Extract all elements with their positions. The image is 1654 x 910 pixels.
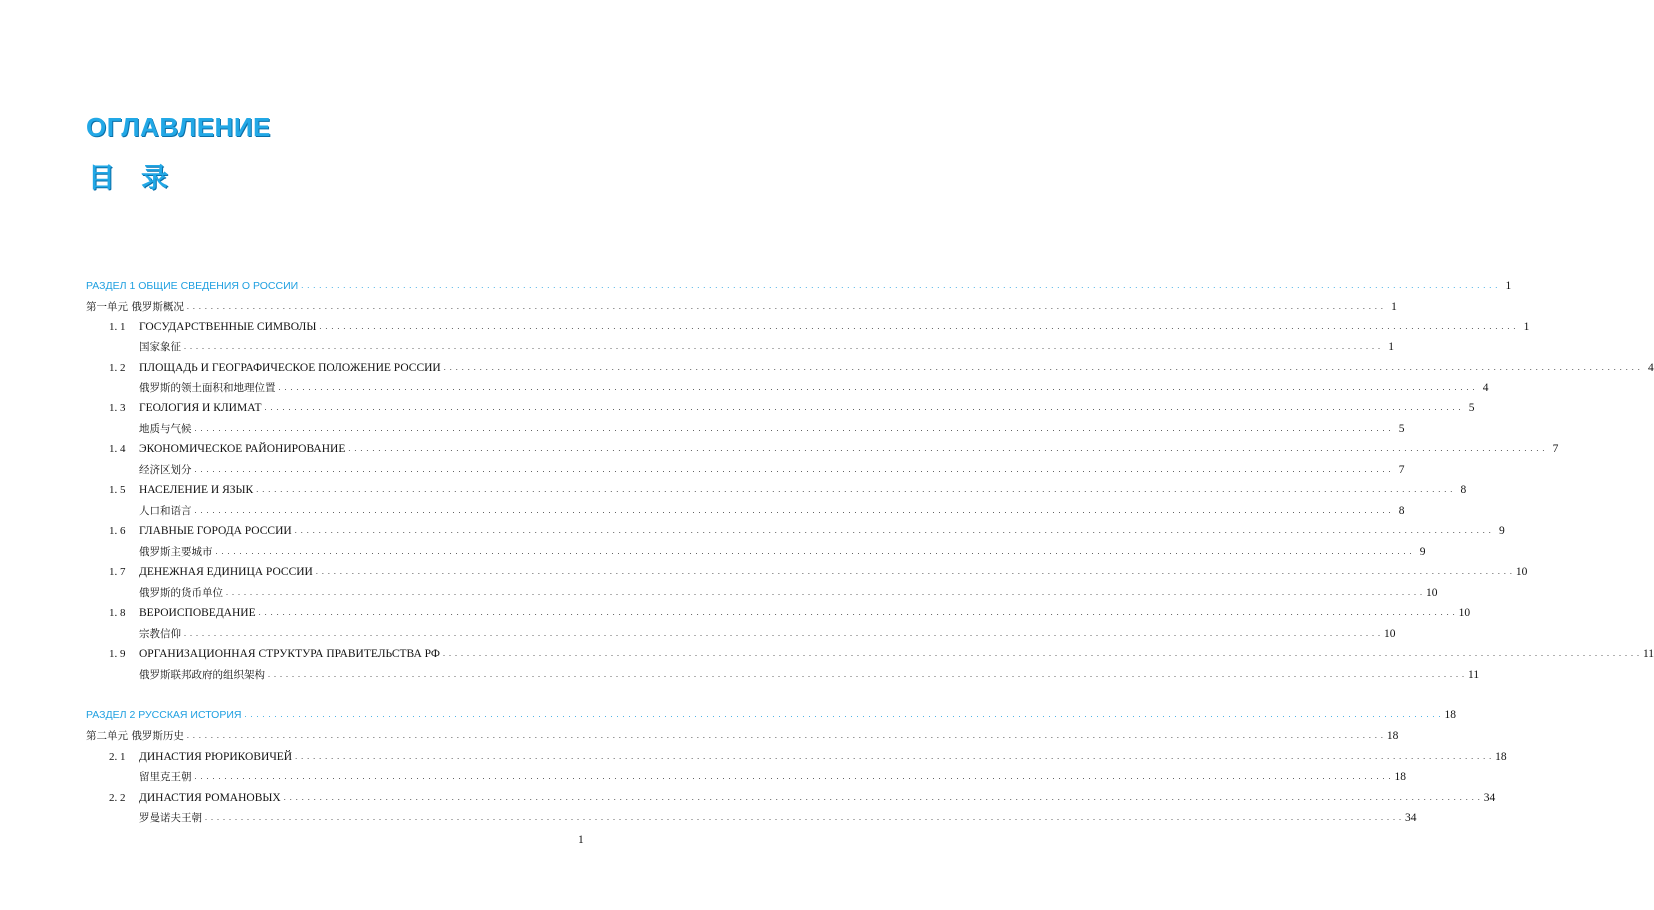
toc-entry-label: 宗教信仰 — [139, 628, 181, 640]
toc-leader-dots: . . . . . . . . . . . . . . . . . . . . . . . . . . . . . . . . . . . . . . . . . . . . . . . . . . . . . . . . . . . . . . . . . . . . . . . . . . . . . . . . . . . . . . . . . . . . . . . . . . . . . . . . . . . . . . . . . . . . . . . . . . . . . . . . . . . . . . . . . . . . . . . . . . . . . . . . . . . . . . . . . . . . . . . . . . . . . . . . . . . . . . . . . . . . . . . . . . . . . . . . — [194, 506, 1392, 515]
toc-entry-label: 俄罗斯主要城市 — [139, 546, 213, 558]
toc-leader-dots: . . . . . . . . . . . . . . . . . . . . . . . . . . . . . . . . . . . . . . . . . . . . . . . . . . . . . . . . . . . . . . . . . . . . . . . . . . . . . . . . . . . . . . . . . . . . . . . . . . . . . . . . . . . . . . . . . . . . . . . . . . . . . . . . . . . . . . . . . . . . . . . . . . . . . . . . . . . . . . . . . . . . . . . . . . . . . . . . . . . . . . . . . . . . . . . . . . . . . . . . — [194, 465, 1392, 474]
toc-entry-sub[interactable] — [109, 358, 1654, 378]
toc-leader-dots: . . . . . . . . . . . . . . . . . . . . . . . . . . . . . . . . . . . . . . . . . . . . . . . . . . . . . . . . . . . . . . . . . . . . . . . . . . . . . . . . . . . . . . . . . . . . . . . . . . . . . . . . . . . . . . . . . . . . . . . . . . . . . . . . . . . . . . . . . . . . . . . . . . . . . . . . . . . . . . . . . . . . . . . . . . . . . . . . . . . . . . . . . . . . . . . . . . . . . . . . — [301, 281, 1499, 290]
toc-entry-zh[interactable] — [139, 501, 1405, 521]
toc-entry-label: ДИНАСТИЯ РОМАНОВЫХ — [139, 792, 281, 804]
toc-entry-zh[interactable] — [139, 665, 1480, 685]
toc-entry-label: 俄罗斯的领土面积和地理位置 — [139, 382, 276, 394]
toc-leader-dots: . . . . . . . . . . . . . . . . . . . . . . . . . . . . . . . . . . . . . . . . . . . . . . . . . . . . . . . . . . . . . . . . . . . . . . . . . . . . . . . . . . . . . . . . . . . . . . . . . . . . . . . . . . . . . . . . . . . . . . . . . . . . . . . . . . . . . . . . . . . . . . . . . . . . . . . . . . . . . . . . . . . . . . . . . . . . . . . . . . . . . . . . . . . . . . . . . . . . . . . . — [348, 444, 1546, 453]
toc-leader-dots: . . . . . . . . . . . . . . . . . . . . . . . . . . . . . . . . . . . . . . . . . . . . . . . . . . . . . . . . . . . . . . . . . . . . . . . . . . . . . . . . . . . . . . . . . . . . . . . . . . . . . . . . . . . . . . . . . . . . . . . . . . . . . . . . . . . . . . . . . . . . . . . . . . . . . . . . . . . . . . . . . . . . . . . . . . . . . . . . . . . . . . . . . . . . . . . . . . . . . . . . — [295, 752, 1493, 761]
toc-entry-page: 7 — [1398, 464, 1405, 476]
toc-entry-zh[interactable] — [139, 767, 1406, 787]
page-number: 1 — [578, 834, 584, 846]
toc-entry-page: 34 — [1483, 792, 1496, 804]
toc-entry-label: 留里克王朝 — [139, 771, 192, 783]
toc-entry-label: 人口和语言 — [139, 505, 192, 517]
toc-entry-sub[interactable] — [109, 747, 1507, 767]
toc-leader-dots: . . . . . . . . . . . . . . . . . . . . . . . . . . . . . . . . . . . . . . . . . . . . . . . . . . . . . . . . . . . . . . . . . . . . . . . . . . . . . . . . . . . . . . . . . . . . . . . . . . . . . . . . . . . . . . . . . . . . . . . . . . . . . . . . . . . . . . . . . . . . . . . . . . . . . . . . . . . . . . . . . . . . . . . . . . . . . . . . . . . . . . . . . . . . . . . . . . . . . . . . — [315, 567, 1513, 576]
toc-entry-label: ПЛОЩАДЬ И ГЕОГРАФИЧЕСКОЕ ПОЛОЖЕНИЕ РОССИИ — [139, 362, 441, 374]
toc-entry-page: 1 — [1388, 341, 1394, 353]
toc-entry-zh[interactable] — [139, 337, 1394, 357]
toc-entry-page: 9 — [1419, 546, 1426, 558]
toc-entry-page: 11 — [1642, 648, 1654, 660]
toc-leader-dots: . . . . . . . . . . . . . . . . . . . . . . . . . . . . . . . . . . . . . . . . . . . . . . . . . . . . . . . . . . . . . . . . . . . . . . . . . . . . . . . . . . . . . . . . . . . . . . . . . . . . . . . . . . . . . . . . . . . . . . . . . . . . . . . . . . . . . . . . . . . . . . . . . . . . . . . . . . . . . . . . . . . . . . . . . . . . . . . . . . . . . . . . . . . . . . . . . . . . . . . . — [244, 710, 1442, 719]
toc-entry-page: 10 — [1426, 587, 1438, 599]
toc-entry-label: НАСЕЛЕНИЕ И ЯЗЫК — [139, 484, 254, 496]
toc-leader-dots: . . . . . . . . . . . . . . . . . . . . . . . . . . . . . . . . . . . . . . . . . . . . . . . . . . . . . . . . . . . . . . . . . . . . . . . . . . . . . . . . . . . . . . . . . . . . . . . . . . . . . . . . . . . . . . . . . . . . . . . . . . . . . . . . . . . . . . . . . . . . . . . . . . . . . . . . . . . . . . . . . . . . . . . . . . . . . . . . . . . . . . . . . . . . . . . . . . . . . . . . — [184, 342, 1381, 351]
toc-entry-sub[interactable] — [109, 439, 1559, 459]
toc-entry-sub[interactable] — [109, 788, 1496, 808]
toc-entry-number: 1. 2 — [109, 362, 126, 374]
toc-entry-page: 18 — [1394, 771, 1406, 783]
toc-entry-label: 第二单元 俄罗斯历史 — [86, 730, 184, 742]
toc-entry-number: 2. 2 — [109, 792, 126, 804]
toc-entry-label: ГЕОЛОГИЯ И КЛИМАТ — [139, 402, 262, 414]
toc-leader-dots: . . . . . . . . . . . . . . . . . . . . . . . . . . . . . . . . . . . . . . . . . . . . . . . . . . . . . . . . . . . . . . . . . . . . . . . . . . . . . . . . . . . . . . . . . . . . . . . . . . . . . . . . . . . . . . . . . . . . . . . . . . . . . . . . . . . . . . . . . . . . . . . . . . . . . . . . . . . . . . . . . . . . . . . . . . . . . . . . . . . . . . . . . . . . . . . . . . . . . . . . — [186, 731, 1384, 740]
toc-entry-page: 1 — [1523, 321, 1530, 333]
toc-leader-dots: . . . . . . . . . . . . . . . . . . . . . . . . . . . . . . . . . . . . . . . . . . . . . . . . . . . . . . . . . . . . . . . . . . . . . . . . . . . . . . . . . . . . . . . . . . . . . . . . . . . . . . . . . . . . . . . . . . . . . . . . . . . . . . . . . . . . . . . . . . . . . . . . . . . . . . . . . . . . . . . . . . . . . . . . . . . . . . . . . . . . . . . . . . . . . . . . . . . . . . . . — [268, 670, 1465, 679]
title-russian: ОГЛАВЛЕНИЕ — [86, 112, 271, 142]
toc-leader-dots: . . . . . . . . . . . . . . . . . . . . . . . . . . . . . . . . . . . . . . . . . . . . . . . . . . . . . . . . . . . . . . . . . . . . . . . . . . . . . . . . . . . . . . . . . . . . . . . . . . . . . . . . . . . . . . . . . . . . . . . . . . . . . . . . . . . . . . . . . . . . . . . . . . . . . . . . . . . . . . . . . . . . . . . . . . . . . . . . . . . . . . . . . . . . . . . . . . . . . . . . — [264, 403, 1462, 412]
toc-entry-number: 1. 9 — [109, 648, 126, 660]
toc-entry-sub[interactable] — [109, 398, 1475, 418]
toc-entry-page: 11 — [1468, 669, 1480, 681]
toc-entry-sub[interactable] — [109, 521, 1505, 541]
toc-leader-dots: . . . . . . . . . . . . . . . . . . . . . . . . . . . . . . . . . . . . . . . . . . . . . . . . . . . . . . . . . . . . . . . . . . . . . . . . . . . . . . . . . . . . . . . . . . . . . . . . . . . . . . . . . . . . . . . . . . . . . . . . . . . . . . . . . . . . . . . . . . . . . . . . . . . . . . . . . . . . . . . . . . . . . . . . . . . . . . . . . . . . . . . . . . . . . . . . . . . . . . . . — [205, 813, 1402, 822]
toc-entry-page: 4 — [1647, 362, 1654, 374]
toc-leader-dots: . . . . . . . . . . . . . . . . . . . . . . . . . . . . . . . . . . . . . . . . . . . . . . . . . . . . . . . . . . . . . . . . . . . . . . . . . . . . . . . . . . . . . . . . . . . . . . . . . . . . . . . . . . . . . . . . . . . . . . . . . . . . . . . . . . . . . . . . . . . . . . . . . . . . . . . . . . . . . . . . . . . . . . . . . . . . . . . . . . . . . . . . . . . . . . . . . . . . . . . . — [294, 526, 1492, 535]
title-chinese: 目录 — [88, 163, 194, 194]
toc-entry-number: 1. 8 — [109, 607, 126, 619]
toc-entry-label: 地质与气候 — [139, 423, 192, 435]
toc-entry-page: 8 — [1460, 484, 1467, 496]
toc-entry-page: 7 — [1552, 443, 1559, 455]
toc-leader-dots: . . . . . . . . . . . . . . . . . . . . . . . . . . . . . . . . . . . . . . . . . . . . . . . . . . . . . . . . . . . . . . . . . . . . . . . . . . . . . . . . . . . . . . . . . . . . . . . . . . . . . . . . . . . . . . . . . . . . . . . . . . . . . . . . . . . . . . . . . . . . . . . . . . . . . . . . . . . . . . . . . . . . . . . . . . . . . . . . . . . . . . . . . . . . . . . . . . . . . . . . — [194, 424, 1392, 433]
toc-entry-sub[interactable] — [109, 603, 1471, 623]
toc-entry-page: 8 — [1398, 505, 1405, 517]
toc-leader-dots: . . . . . . . . . . . . . . . . . . . . . . . . . . . . . . . . . . . . . . . . . . . . . . . . . . . . . . . . . . . . . . . . . . . . . . . . . . . . . . . . . . . . . . . . . . . . . . . . . . . . . . . . . . . . . . . . . . . . . . . . . . . . . . . . . . . . . . . . . . . . . . . . . . . . . . . . . . . . . . . . . . . . . . . . . . . . . . . . . . . . . . . . . . . . . . . . . . . . . . . . — [278, 383, 1476, 392]
toc-entry-page: 10 — [1384, 628, 1396, 640]
toc-entry-page: 34 — [1405, 812, 1417, 824]
toc-entry-sub[interactable] — [109, 562, 1528, 582]
toc-entry-page: 4 — [1482, 382, 1489, 394]
toc-entry-number: 2. 1 — [109, 751, 126, 763]
toc-entry-label: ДИНАСТИЯ РЮРИКОВИЧЕЙ — [139, 751, 293, 763]
toc-entry-label: РАЗДЕЛ 2 РУССКАЯ ИСТОРИЯ — [86, 709, 242, 721]
toc-leader-dots: . . . . . . . . . . . . . . . . . . . . . . . . . . . . . . . . . . . . . . . . . . . . . . . . . . . . . . . . . . . . . . . . . . . . . . . . . . . . . . . . . . . . . . . . . . . . . . . . . . . . . . . . . . . . . . . . . . . . . . . . . . . . . . . . . . . . . . . . . . . . . . . . . . . . . . . . . . . . . . . . . . . . . . . . . . . . . . . . . . . . . . . . . . . . . . . . . . . . . . . . — [186, 302, 1384, 311]
toc-entry-page: 5 — [1398, 423, 1405, 435]
toc-entry-page: 10 — [1515, 566, 1528, 578]
toc-entry-sub[interactable] — [109, 317, 1530, 337]
toc-entry-page: 18 — [1444, 709, 1456, 721]
toc-entry-unit[interactable] — [86, 726, 1399, 746]
toc-entry-page: 10 — [1458, 607, 1471, 619]
toc-leader-dots: . . . . . . . . . . . . . . . . . . . . . . . . . . . . . . . . . . . . . . . . . . . . . . . . . . . . . . . . . . . . . . . . . . . . . . . . . . . . . . . . . . . . . . . . . . . . . . . . . . . . . . . . . . . . . . . . . . . . . . . . . . . . . . . . . . . . . . . . . . . . . . . . . . . . . . . . . . . . . . . . . . . . . . . . . . . . . . . . . . . . . . . . . . . . . . . . . . . . . . . . — [256, 485, 1454, 494]
toc-entry-label: ЭКОНОМИЧЕСКОЕ РАЙОНИРОВАНИЕ — [139, 443, 346, 455]
toc-entry-label: 俄罗斯的货币单位 — [139, 587, 223, 599]
toc-entry-label: РАЗДЕЛ 1 ОБЩИЕ СВЕДЕНИЯ О РОССИИ — [86, 280, 299, 292]
toc-entry-label: 经济区划分 — [139, 464, 192, 476]
toc-entry-sub[interactable] — [109, 480, 1467, 500]
toc-entry-unit[interactable] — [86, 297, 1397, 317]
toc-entry-sub[interactable] — [109, 644, 1654, 664]
toc-leader-dots: . . . . . . . . . . . . . . . . . . . . . . . . . . . . . . . . . . . . . . . . . . . . . . . . . . . . . . . . . . . . . . . . . . . . . . . . . . . . . . . . . . . . . . . . . . . . . . . . . . . . . . . . . . . . . . . . . . . . . . . . . . . . . . . . . . . . . . . . . . . . . . . . . . . . . . . . . . . . . . . . . . . . . . . . . . . . . . . . . . . . . . . . . . . . . . . . . . . . . . . . — [443, 363, 1641, 372]
toc-entry-page: 18 — [1386, 730, 1399, 742]
toc-entry-zh[interactable] — [139, 542, 1426, 562]
toc-entry-label: 第一单元 俄罗斯概况 — [86, 301, 184, 313]
toc-entry-number: 1. 1 — [109, 321, 126, 333]
toc-entry-label: ОРГАНИЗАЦИОННАЯ СТРУКТУРА ПРАВИТЕЛЬСТВА РФ — [139, 648, 440, 660]
toc-entry-number: 1. 5 — [109, 484, 126, 496]
toc-leader-dots: . . . . . . . . . . . . . . . . . . . . . . . . . . . . . . . . . . . . . . . . . . . . . . . . . . . . . . . . . . . . . . . . . . . . . . . . . . . . . . . . . . . . . . . . . . . . . . . . . . . . . . . . . . . . . . . . . . . . . . . . . . . . . . . . . . . . . . . . . . . . . . . . . . . . . . . . . . . . . . . . . . . . . . . . . . . . . . . . . . . . . . . . . . . . . . . . . . . . . . . . — [258, 608, 1456, 617]
toc-leader-dots: . . . . . . . . . . . . . . . . . . . . . . . . . . . . . . . . . . . . . . . . . . . . . . . . . . . . . . . . . . . . . . . . . . . . . . . . . . . . . . . . . . . . . . . . . . . . . . . . . . . . . . . . . . . . . . . . . . . . . . . . . . . . . . . . . . . . . . . . . . . . . . . . . . . . . . . . . . . . . . . . . . . . . . . . . . . . . . . . . . . . . . . . . . . . . . . . . . . . . . . . — [184, 629, 1381, 638]
toc-leader-dots: . . . . . . . . . . . . . . . . . . . . . . . . . . . . . . . . . . . . . . . . . . . . . . . . . . . . . . . . . . . . . . . . . . . . . . . . . . . . . . . . . . . . . . . . . . . . . . . . . . . . . . . . . . . . . . . . . . . . . . . . . . . . . . . . . . . . . . . . . . . . . . . . . . . . . . . . . . . . . . . . . . . . . . . . . . . . . . . . . . . . . . . . . . . . . . . . . . . . . . . . — [194, 772, 1392, 781]
toc-entry-zh[interactable] — [139, 419, 1405, 439]
toc-entry-page: 1 — [1505, 280, 1512, 292]
toc-entry-page: 5 — [1468, 402, 1475, 414]
toc-entry-label: ДЕНЕЖНАЯ ЕДИНИЦА РОССИИ — [139, 566, 313, 578]
toc-leader-dots: . . . . . . . . . . . . . . . . . . . . . . . . . . . . . . . . . . . . . . . . . . . . . . . . . . . . . . . . . . . . . . . . . . . . . . . . . . . . . . . . . . . . . . . . . . . . . . . . . . . . . . . . . . . . . . . . . . . . . . . . . . . . . . . . . . . . . . . . . . . . . . . . . . . . . . . . . . . . . . . . . . . . . . . . . . . . . . . . . . . . . . . . . . . . . . . . . . . . . . . . — [442, 649, 1640, 658]
toc-entry-page: 9 — [1498, 525, 1505, 537]
toc-entry-page: 18 — [1495, 751, 1507, 763]
toc-entry-number: 1. 4 — [109, 443, 126, 455]
toc-leader-dots: . . . . . . . . . . . . . . . . . . . . . . . . . . . . . . . . . . . . . . . . . . . . . . . . . . . . . . . . . . . . . . . . . . . . . . . . . . . . . . . . . . . . . . . . . . . . . . . . . . . . . . . . . . . . . . . . . . . . . . . . . . . . . . . . . . . . . . . . . . . . . . . . . . . . . . . . . . . . . . . . . . . . . . . . . . . . . . . . . . . . . . . . . . . . . . . . . . . . . . . . — [319, 322, 1517, 331]
toc-leader-dots: . . . . . . . . . . . . . . . . . . . . . . . . . . . . . . . . . . . . . . . . . . . . . . . . . . . . . . . . . . . . . . . . . . . . . . . . . . . . . . . . . . . . . . . . . . . . . . . . . . . . . . . . . . . . . . . . . . . . . . . . . . . . . . . . . . . . . . . . . . . . . . . . . . . . . . . . . . . . . . . . . . . . . . . . . . . . . . . . . . . . . . . . . . . . . . . . . . . . . . . . — [283, 793, 1481, 802]
toc-entry-label: 国家象征 — [139, 341, 181, 353]
toc-leader-dots: . . . . . . . . . . . . . . . . . . . . . . . . . . . . . . . . . . . . . . . . . . . . . . . . . . . . . . . . . . . . . . . . . . . . . . . . . . . . . . . . . . . . . . . . . . . . . . . . . . . . . . . . . . . . . . . . . . . . . . . . . . . . . . . . . . . . . . . . . . . . . . . . . . . . . . . . . . . . . . . . . . . . . . . . . . . . . . . . . . . . . . . . . . . . . . . . . . . . . . . . — [215, 547, 1413, 556]
toc-entry-section[interactable] — [86, 705, 1456, 725]
toc-entry-zh[interactable] — [139, 460, 1405, 480]
toc-entry-number: 1. 6 — [109, 525, 126, 537]
toc-entry-zh[interactable] — [139, 378, 1489, 398]
toc-entry-zh[interactable] — [139, 808, 1417, 828]
toc-leader-dots: . . . . . . . . . . . . . . . . . . . . . . . . . . . . . . . . . . . . . . . . . . . . . . . . . . . . . . . . . . . . . . . . . . . . . . . . . . . . . . . . . . . . . . . . . . . . . . . . . . . . . . . . . . . . . . . . . . . . . . . . . . . . . . . . . . . . . . . . . . . . . . . . . . . . . . . . . . . . . . . . . . . . . . . . . . . . . . . . . . . . . . . . . . . . . . . . . . . . . . . . — [226, 588, 1423, 597]
toc-entry-number: 1. 7 — [109, 566, 126, 578]
toc-entry-label: ВЕРОИСПОВЕДАНИЕ — [139, 607, 256, 619]
toc-entry-label: 俄罗斯联邦政府的组织架构 — [139, 669, 265, 681]
toc-entry-label: 罗曼诺夫王朝 — [139, 812, 202, 824]
toc-entry-section[interactable] — [86, 276, 1512, 296]
toc-entry-zh[interactable] — [139, 624, 1396, 644]
toc-entry-label: ГЛАВНЫЕ ГОРОДА РОССИИ — [139, 525, 292, 537]
toc-entry-zh[interactable] — [139, 583, 1438, 603]
toc-entry-label: ГОСУДАРСТВЕННЫЕ СИМВОЛЫ — [139, 321, 317, 333]
toc-entry-number: 1. 3 — [109, 402, 126, 414]
toc-entry-page: 1 — [1391, 301, 1397, 313]
